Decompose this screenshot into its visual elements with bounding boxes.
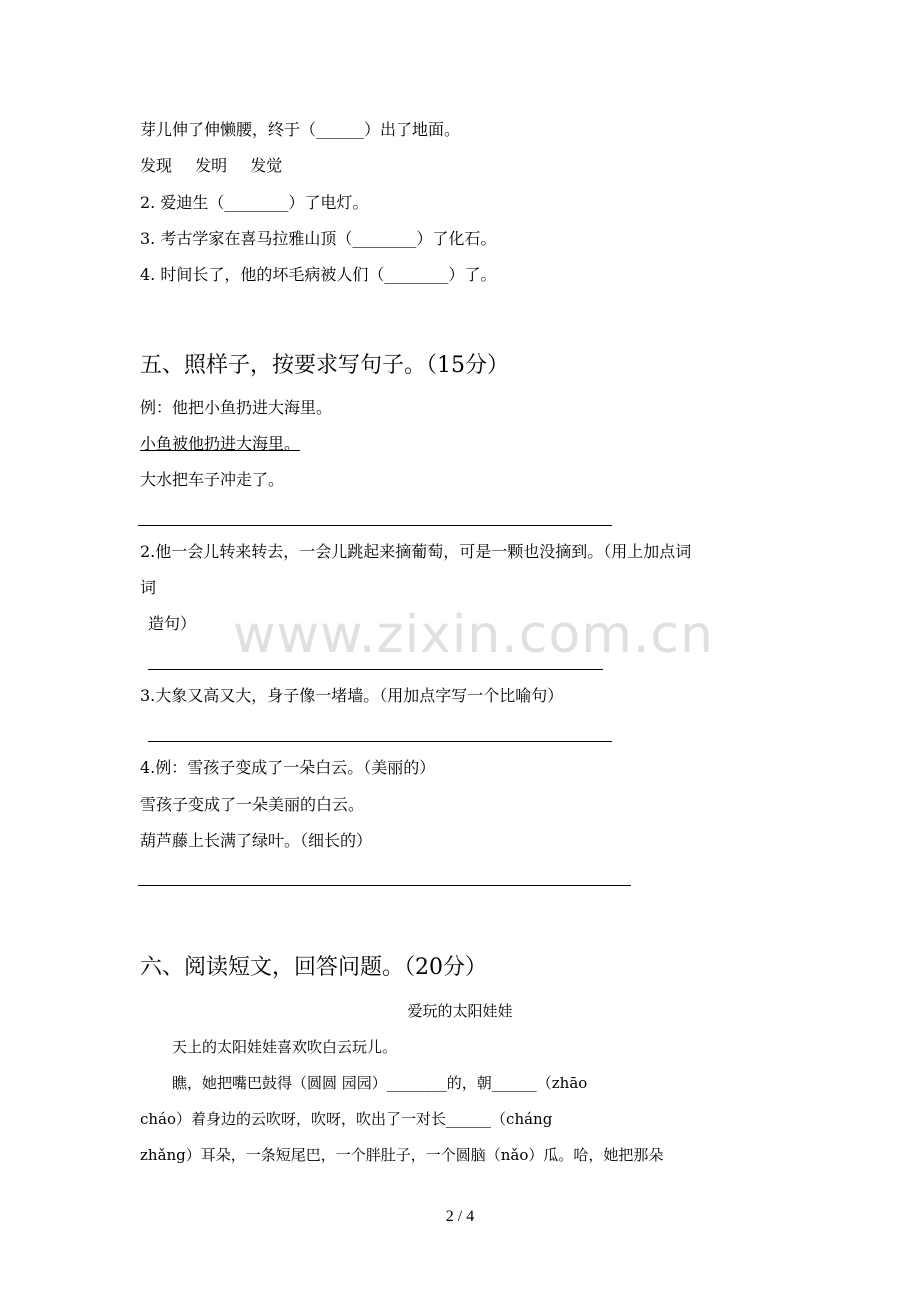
- option-3: 发觉: [250, 156, 283, 175]
- rewrite-item-2-cont: 词: [140, 578, 157, 597]
- page-number: 2 / 4: [445, 1208, 475, 1225]
- word-options: [140, 156, 282, 176]
- answer-line-4[interactable]: [138, 885, 631, 886]
- option-1: 发现: [140, 156, 173, 175]
- answer-line-2[interactable]: [148, 669, 603, 670]
- passage-paragraph-2-line-1: 瞧，她把嘴巴鼓得（圆圆 园园）________的，朝______（zhāo: [172, 1074, 588, 1092]
- rewrite-item-4-task: 葫芦藤上长满了绿叶。（细长的）: [140, 831, 373, 850]
- example-answer: 小鱼被他扔进大海里。: [140, 434, 301, 453]
- fill-question-2: 2. 爱迪生（________）了电灯。: [140, 193, 369, 212]
- fill-question-4: 4. 时间长了，他的坏毛病被人们（________）了。: [140, 265, 497, 284]
- section-6-heading: 六、阅读短文，回答问题。（20分）: [140, 955, 487, 980]
- rewrite-item-1: 大水把车子冲走了。: [140, 470, 285, 489]
- answer-line-3[interactable]: [148, 741, 612, 742]
- answer-line-1[interactable]: [138, 525, 612, 526]
- fill-sentence-1: 芽儿伸了伸懒腰，终于（______）出了地面。: [140, 120, 461, 139]
- passage-title: 爱玩的太阳娃娃: [407, 1002, 513, 1020]
- rewrite-item-4-example: 4.例：雪孩子变成了一朵白云。（美丽的）: [140, 758, 436, 777]
- option-2: 发明: [195, 156, 228, 175]
- passage-paragraph-1: 天上的太阳娃娃喜欢吹白云玩儿。: [172, 1038, 398, 1056]
- passage-paragraph-2-line-3: zhǎng）耳朵，一条短尾巴，一个胖肚子，一个圆脑（nǎo）瓜。哈，她把那朵: [140, 1146, 664, 1164]
- rewrite-item-4-answer: 雪孩子变成了一朵美丽的白云。: [140, 795, 365, 814]
- example-sentence: 例：他把小鱼扔进大海里。: [140, 398, 333, 417]
- rewrite-item-2-end: 造句）: [148, 614, 197, 633]
- fill-question-3: 3. 考古学家在喜马拉雅山顶（________）了化石。: [140, 229, 497, 248]
- rewrite-item-3: 3.大象又高又大，身子像一堵墙。（用加点字写一个比喻句）: [140, 686, 564, 705]
- watermark: www.zixin.com.cn: [233, 605, 714, 665]
- section-5-heading: 五、照样子，按要求写句子。（15分）: [140, 353, 509, 378]
- rewrite-item-2: 2.他一会儿转来转去，一会儿跳起来摘葡萄，可是一颗也没摘到。（用上加点词: [140, 542, 692, 561]
- passage-paragraph-2-line-2: cháo）着身边的云吹呀，吹呀，吹出了一对长______（cháng: [140, 1110, 553, 1128]
